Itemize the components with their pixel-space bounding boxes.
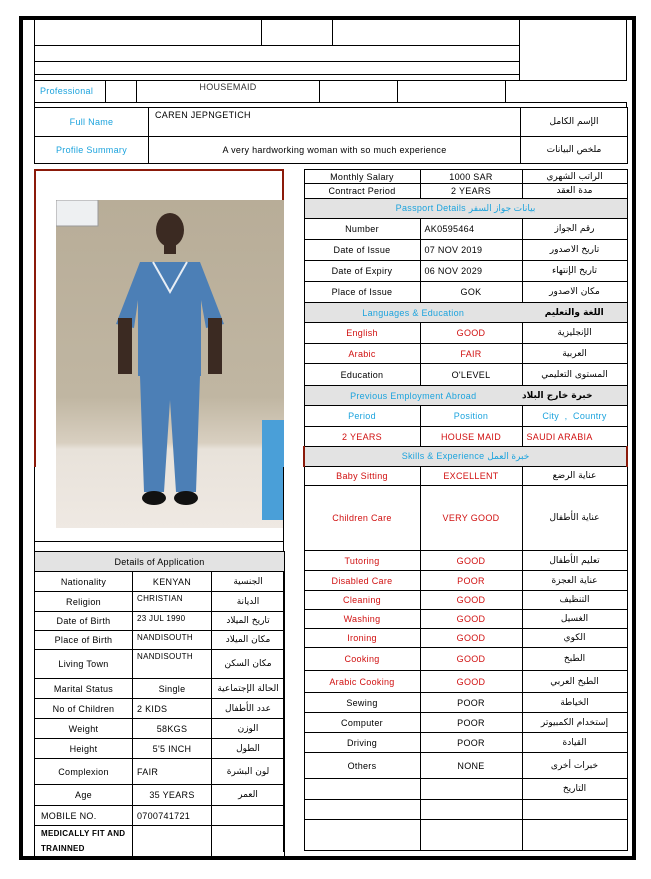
- skill-label: Computer: [304, 713, 420, 733]
- skill-value: POOR: [420, 733, 522, 753]
- skill-value: POOR: [420, 713, 522, 733]
- position-header: Position: [420, 406, 522, 427]
- skill-row: [304, 671, 627, 693]
- skills-header: [304, 447, 627, 467]
- blank-row: [304, 820, 627, 851]
- marital-status-ar: الحالة الإجتماعية: [212, 679, 285, 699]
- nationality-label: Nationality: [35, 572, 133, 592]
- divider: [319, 80, 320, 102]
- skills-title: Skills & Experience خبرة العمل: [304, 447, 627, 467]
- height-value: 5'5 INCH: [133, 739, 212, 759]
- application-row: [35, 572, 285, 592]
- skill-ar: الغسيل: [522, 610, 627, 629]
- skill-label: Cleaning: [304, 591, 420, 610]
- divider: [505, 80, 506, 102]
- skill-row: [304, 467, 627, 486]
- languages-title-ar: اللغة والتعليم: [522, 303, 627, 323]
- application-table: [34, 551, 285, 857]
- passport-row: [304, 240, 627, 261]
- dob-value: 23 JUL 1990: [133, 612, 212, 631]
- skill-label: Driving: [304, 733, 420, 753]
- employment-location: SAUDI ARABIA: [522, 427, 627, 447]
- medical-value: [133, 826, 212, 857]
- divider: [397, 80, 398, 102]
- contract-period-value: 2 YEARS: [420, 184, 522, 199]
- living-town-ar: مكان السكن: [212, 650, 285, 679]
- date-ar: التاريخ: [522, 779, 627, 800]
- skill-row: [304, 733, 627, 753]
- divider: [332, 20, 333, 45]
- skill-label: Sewing: [304, 693, 420, 713]
- full-name-ar: الإسم الكامل: [521, 108, 628, 137]
- divider: [34, 61, 519, 62]
- divider: [34, 541, 284, 542]
- arabic-value: FAIR: [420, 344, 522, 364]
- salary-value: 1000 SAR: [420, 170, 522, 184]
- age-ar: العمر: [212, 785, 285, 806]
- expiry-date-label: Date of Expiry: [304, 261, 420, 282]
- application-row: [35, 739, 285, 759]
- weight-value: 58KGS: [133, 719, 212, 739]
- skill-row: [304, 610, 627, 629]
- skill-ar: إستخدام الكمبيوتر: [522, 713, 627, 733]
- language-row: [304, 344, 627, 364]
- passport-row: [304, 261, 627, 282]
- skill-ar: الطبخ العربي: [522, 671, 627, 693]
- medical-label: MEDICALLY FIT AND TRAINNED: [35, 826, 133, 857]
- arabic-label: Arabic: [304, 344, 420, 364]
- contract-period-label: Contract Period: [304, 184, 420, 199]
- english-value: GOOD: [420, 323, 522, 344]
- divider: [519, 80, 627, 81]
- skill-label: Children Care: [304, 486, 420, 551]
- candidate-photo: [56, 200, 284, 528]
- religion-ar: الديانة: [212, 592, 285, 612]
- skill-ar: عناية الأطفال: [522, 486, 627, 551]
- issue-date-ar: تاريخ الاصدور: [522, 240, 627, 261]
- english-label: English: [304, 323, 420, 344]
- mobile-label: MOBILE NO.: [35, 806, 133, 826]
- skill-label: Washing: [304, 610, 420, 629]
- application-row: [35, 631, 285, 650]
- full-name-label: Full Name: [35, 108, 149, 137]
- skill-value: GOOD: [420, 591, 522, 610]
- right-details-table: [303, 169, 628, 851]
- skill-row: [304, 648, 627, 671]
- languages-title: Languages & Education: [304, 303, 522, 323]
- profession-value: HOUSEMAID: [199, 82, 257, 92]
- skill-label: Tutoring: [304, 551, 420, 571]
- expiry-date-ar: تاريخ الإنتهاء: [522, 261, 627, 282]
- summary-ar: ملخص البيانات: [521, 137, 628, 164]
- application-row: [35, 699, 285, 719]
- skill-row: [304, 551, 627, 571]
- skill-value: GOOD: [420, 551, 522, 571]
- skill-row: [304, 713, 627, 733]
- nationality-ar: الجنسية: [212, 572, 285, 592]
- children-value: 2 KIDS: [133, 699, 212, 719]
- passport-number-value: AK0595464: [420, 219, 522, 240]
- passport-row: [304, 282, 627, 303]
- weight-label: Weight: [35, 719, 133, 739]
- divider: [105, 80, 106, 102]
- mobile-ar: [212, 806, 285, 826]
- passport-row: [304, 219, 627, 240]
- location-header: City , Country: [522, 406, 627, 427]
- complexion-value: FAIR: [133, 759, 212, 785]
- skill-row: [304, 629, 627, 648]
- full-name-row: [35, 108, 628, 137]
- children-ar: عدد الأطفال: [212, 699, 285, 719]
- living-town-value: NANDISOUTH: [133, 650, 212, 679]
- application-row: [35, 719, 285, 739]
- contract-row: [304, 184, 627, 199]
- passport-number-label: Number: [304, 219, 420, 240]
- skill-label: Ironing: [304, 629, 420, 648]
- dob-ar: تاريخ الميلاد: [212, 612, 285, 631]
- summary-label: Profile Summary: [35, 137, 149, 164]
- issue-date-value: 07 NOV 2019: [420, 240, 522, 261]
- weight-ar: الوزن: [212, 719, 285, 739]
- employment-position: HOUSE MAID: [420, 427, 522, 447]
- place-of-issue-value: GOK: [420, 282, 522, 303]
- employment-title: Previous Employment Abroad: [304, 386, 522, 406]
- passport-number-ar: رقم الجواز: [522, 219, 627, 240]
- skill-value: POOR: [420, 693, 522, 713]
- complexion-label: Complexion: [35, 759, 133, 785]
- place-of-birth-value: NANDISOUTH: [133, 631, 212, 650]
- application-row: [35, 592, 285, 612]
- english-ar: الإنجليزية: [522, 323, 627, 344]
- skill-value: GOOD: [420, 648, 522, 671]
- marital-status-label: Marital Status: [35, 679, 133, 699]
- professional-label: Professional: [40, 86, 94, 96]
- living-town-label: Living Town: [35, 650, 133, 679]
- application-row: [35, 806, 285, 826]
- divider: [626, 20, 627, 81]
- skill-label: Arabic Cooking: [304, 671, 420, 693]
- expiry-date-value: 06 NOV 2029: [420, 261, 522, 282]
- height-ar: الطول: [212, 739, 285, 759]
- skill-label: Others: [304, 753, 420, 779]
- salary-label: Monthly Salary: [304, 170, 420, 184]
- employment-row: [304, 427, 627, 447]
- contract-period-ar: مدة العقد: [522, 184, 627, 199]
- application-row: [35, 679, 285, 699]
- skill-ar: عناية الرضع: [522, 467, 627, 486]
- skill-row: [304, 753, 627, 779]
- date-label: [304, 779, 420, 800]
- language-row: [304, 323, 627, 344]
- summary-value: A very hardworking woman with so much experience: [149, 137, 521, 164]
- skill-label: Cooking: [304, 648, 420, 671]
- name-summary-table: [34, 107, 628, 164]
- divider: [261, 20, 262, 45]
- religion-label: Religion: [35, 592, 133, 612]
- application-row: [35, 826, 285, 857]
- divider: [34, 102, 627, 103]
- skill-label: Baby Sitting: [304, 467, 420, 486]
- education-label: Education: [304, 364, 420, 386]
- application-row: [35, 650, 285, 679]
- medical-ar: [212, 826, 285, 857]
- height-label: Height: [35, 739, 133, 759]
- salary-ar: الراتب الشهري: [522, 170, 627, 184]
- skill-ar: الخياطة: [522, 693, 627, 713]
- nationality-value: KENYAN: [133, 572, 212, 592]
- skill-row: [304, 693, 627, 713]
- issue-date-label: Date of Issue: [304, 240, 420, 261]
- application-row: [35, 759, 285, 785]
- skill-ar: خبرات أخرى: [522, 753, 627, 779]
- date-value: [420, 779, 522, 800]
- children-label: No of Children: [35, 699, 133, 719]
- application-header: [35, 552, 285, 572]
- date-row: [304, 779, 627, 800]
- skill-value: GOOD: [420, 671, 522, 693]
- divider: [34, 20, 35, 109]
- employment-header-row: [304, 406, 627, 427]
- arabic-ar: العربية: [522, 344, 627, 364]
- place-of-issue-label: Place of Issue: [304, 282, 420, 303]
- skill-row: [304, 486, 627, 551]
- mobile-value: 0700741721: [133, 806, 212, 826]
- skill-label: Disabled Care: [304, 571, 420, 591]
- dob-label: Date of Birth: [35, 612, 133, 631]
- complexion-ar: لون البشرة: [212, 759, 285, 785]
- skill-ar: التنظيف: [522, 591, 627, 610]
- languages-header: [304, 303, 627, 323]
- place-of-issue-ar: مكان الاصدور: [522, 282, 627, 303]
- passport-header: [304, 199, 627, 219]
- marital-status-value: Single: [133, 679, 212, 699]
- application-title: Details of Application: [35, 552, 285, 572]
- summary-row: [35, 137, 628, 164]
- skill-ar: الطبخ: [522, 648, 627, 671]
- skill-ar: عناية العجزة: [522, 571, 627, 591]
- age-label: Age: [35, 785, 133, 806]
- employment-title-ar: خبرة خارج البلاد: [522, 386, 627, 406]
- divider: [34, 74, 519, 75]
- application-row: [35, 785, 285, 806]
- passport-title: Passport Details بيانات جواز السفر: [304, 199, 627, 219]
- education-value: O'LEVEL: [420, 364, 522, 386]
- education-ar: المستوى التعليمي: [522, 364, 627, 386]
- religion-value: CHRISTIAN: [133, 592, 212, 612]
- person-figure-icon: [56, 200, 284, 528]
- skill-value: EXCELLENT: [420, 467, 522, 486]
- application-row: [35, 612, 285, 631]
- skill-ar: القيادة: [522, 733, 627, 753]
- contract-row: [304, 170, 627, 184]
- divider: [519, 20, 520, 81]
- skill-value: NONE: [420, 753, 522, 779]
- employment-period: 2 YEARS: [304, 427, 420, 447]
- skill-value: GOOD: [420, 610, 522, 629]
- period-header: Period: [304, 406, 420, 427]
- place-of-birth-ar: مكان الميلاد: [212, 631, 285, 650]
- skill-row: [304, 591, 627, 610]
- skill-value: POOR: [420, 571, 522, 591]
- place-of-birth-label: Place of Birth: [35, 631, 133, 650]
- skill-value: GOOD: [420, 629, 522, 648]
- age-value: 35 YEARS: [133, 785, 212, 806]
- employment-header: [304, 386, 627, 406]
- full-name-value: CAREN JEPNGETICH: [149, 108, 521, 137]
- education-row: [304, 364, 627, 386]
- blank-row: [304, 800, 627, 820]
- skill-value: VERY GOOD: [420, 486, 522, 551]
- skill-ar: الكوي: [522, 629, 627, 648]
- skill-ar: تعليم الأطفال: [522, 551, 627, 571]
- divider: [34, 45, 519, 46]
- skill-row: [304, 571, 627, 591]
